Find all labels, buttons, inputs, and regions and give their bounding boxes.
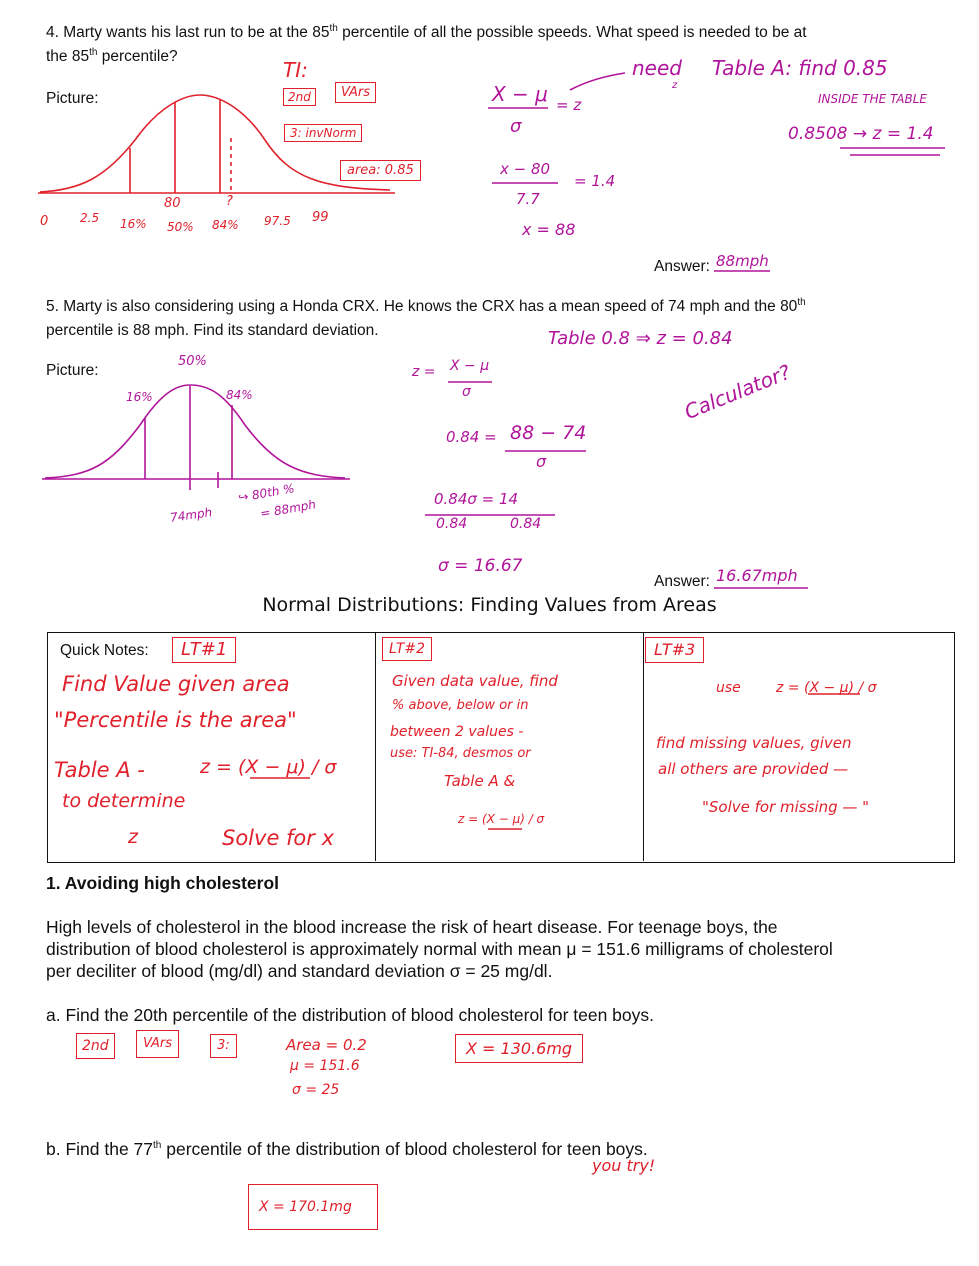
q4-label-p975: 97.5 [264, 214, 291, 228]
q4-need-z: z [672, 80, 678, 91]
q4-ti-label: TI: [283, 58, 308, 82]
q5-step2: 0.84σ = 14 [434, 490, 519, 508]
lt3-line2: all others are provided — [658, 760, 849, 778]
lt2-line4: use: TI-84, desmos or [390, 746, 531, 761]
q4-key-2nd: 2nd [283, 88, 316, 106]
q5-label-p84: 84% [226, 388, 253, 402]
q4-prompt-line1: 4. Marty wants his last run to be at the 85th percentile of all the possible speeds. What speed is needed to be at [46, 22, 807, 41]
q5-label-p80-val: = 88mph [259, 497, 317, 521]
q5-label-p80: ↪ 80th % [237, 481, 296, 505]
lt1-formula: z = (X − μ) / σ [200, 756, 337, 778]
q5-label-p50: 50% [178, 354, 207, 369]
q4-key-invnorm: 3: invNorm [284, 124, 362, 142]
section-title: Normal Distributions: Finding Values from Areas [262, 594, 717, 616]
q4-label-p99: 99 [312, 210, 329, 225]
q4-label-p25: 2.5 [80, 211, 100, 225]
q4-sub-den: 7.7 [516, 190, 540, 208]
q4-prompt-line2: the 85th percentile? [46, 46, 178, 65]
q4-label-question: ? [226, 194, 233, 209]
q5-z-num: X − μ [450, 358, 490, 374]
q5-table-note: Table 0.8 ⇒ z = 0.84 [548, 328, 733, 349]
q4-inside-table: INSIDE THE TABLE [818, 92, 927, 106]
p1a-key-3: 3: [210, 1034, 237, 1058]
lt3-line3: "Solve for missing — " [702, 798, 870, 816]
q4-sub-eq: = 1.4 [574, 172, 616, 190]
p1-part-a: a. Find the 20th percentile of the distribution of blood cholesterol for teen boys. [46, 1005, 655, 1025]
lt1-tag: LT#1 [172, 637, 236, 663]
lt2-line3: between 2 values - [390, 724, 524, 740]
lt2-line2: % above, below or in [392, 698, 529, 713]
q4-lookup: 0.8508 → z = 1.4 [788, 124, 934, 144]
q4-picture-label: Picture: [46, 90, 99, 107]
q5-prompt-line2: percentile is 88 mph. Find its standard deviation. [46, 322, 379, 339]
q5-answer-value: 16.67mph [716, 566, 798, 585]
q4-area-box: area: 0.85 [340, 160, 421, 181]
q5-curve-path [45, 385, 345, 478]
lt3-tag: LT#3 [645, 637, 704, 663]
lt2-tag: LT#2 [382, 637, 432, 661]
p1-para-line3: per deciliter of blood (mg/dl) and standard deviation σ = 25 mg/dl. [46, 961, 553, 981]
lt1-line3: Table A - [54, 758, 145, 782]
q4-formula-num: X − μ [492, 82, 548, 106]
lt3-line1: find missing values, given [656, 734, 852, 752]
p1a-key-2nd: 2nd [76, 1033, 115, 1059]
quick-notes-divider-1 [375, 632, 376, 861]
q4-result: x = 88 [522, 220, 576, 239]
q4-label-p16: 16% [120, 217, 147, 231]
p1a-mu: μ = 151.6 [290, 1058, 360, 1074]
q4-table-a: Table A: find 0.85 [712, 56, 888, 80]
p1-part-b: b. Find the 77th percentile of the distribution of blood cholesterol for teen boys. [46, 1139, 648, 1159]
q5-step1-num: 88 − 74 [510, 422, 587, 444]
p1a-answer-box: X = 130.6mg [455, 1034, 583, 1063]
q4-answer-value: 88mph [716, 252, 769, 270]
q5-sigma-result: σ = 16.67 [438, 556, 523, 576]
q5-step1-den: σ [536, 452, 547, 471]
quick-notes-label: Quick Notes: [60, 642, 149, 659]
p1a-area: Area = 0.2 [286, 1036, 367, 1054]
q5-calculator-note: Calculator? [681, 359, 795, 424]
q5-prompt-line1: 5. Marty is also considering using a Honda CRX. He knows the CRX has a mean speed of 74 mph and the 80th [46, 296, 806, 315]
q5-answer-label: Answer: [654, 573, 710, 590]
lt2-line5: Table A & [444, 772, 516, 790]
p1-para-line2: distribution of blood cholesterol is approximately normal with mean μ = 151.6 milligrams of cholesterol [46, 939, 833, 959]
lt3-use: use [716, 680, 741, 696]
q4-key-vars: VArs [335, 82, 376, 103]
q5-step2-den-left: 0.84 [436, 516, 468, 532]
p1b-you-try: you try! [592, 1156, 656, 1175]
quick-notes-divider-2 [643, 632, 644, 861]
q5-step2-den-right: 0.84 [510, 516, 542, 532]
q5-z-label: z = [412, 364, 436, 380]
q4-label-p50: 50% [167, 220, 194, 234]
q4-formula-den: σ [510, 116, 522, 137]
p1a-sigma: σ = 25 [292, 1082, 340, 1098]
lt2-formula: z = (X − μ) / σ [458, 812, 545, 826]
q4-label-p84: 84% [212, 218, 239, 232]
q4-formula-eq: = z [556, 96, 582, 114]
lt1-line1: Find Value given area [62, 672, 290, 696]
q4-label-mean: 80 [164, 196, 181, 211]
p1-heading: 1. Avoiding high cholesterol [46, 873, 280, 893]
p1-para-line1: High levels of cholesterol in the blood increase the risk of heart disease. For teenage boys, the [46, 917, 778, 937]
q5-label-p16: 16% [126, 390, 153, 404]
q4-need: need [632, 56, 682, 80]
q4-label-p0: 0 [40, 214, 49, 229]
lt1-solve: Solve for x [222, 826, 335, 850]
q5-step1-left: 0.84 = [446, 428, 497, 446]
q4-sub-num: x − 80 [500, 160, 551, 178]
p1a-key-vars: VArs [136, 1030, 179, 1058]
lt1-line4: to determine [62, 790, 186, 812]
q4-need-arrow [570, 73, 625, 90]
q5-picture-label: Picture: [46, 362, 99, 379]
q5-label-mean: 74mph [169, 505, 213, 525]
lt3-formula: z = (X − μ) / σ [776, 680, 877, 696]
lt1-line5: z [128, 826, 138, 848]
p1b-answer-box: X = 170.1mg [248, 1184, 378, 1230]
q4-answer-label: Answer: [654, 258, 710, 275]
q5-z-den: σ [462, 384, 471, 400]
lt2-line1: Given data value, find [392, 672, 558, 690]
lt1-line2: "Percentile is the area" [54, 708, 297, 732]
